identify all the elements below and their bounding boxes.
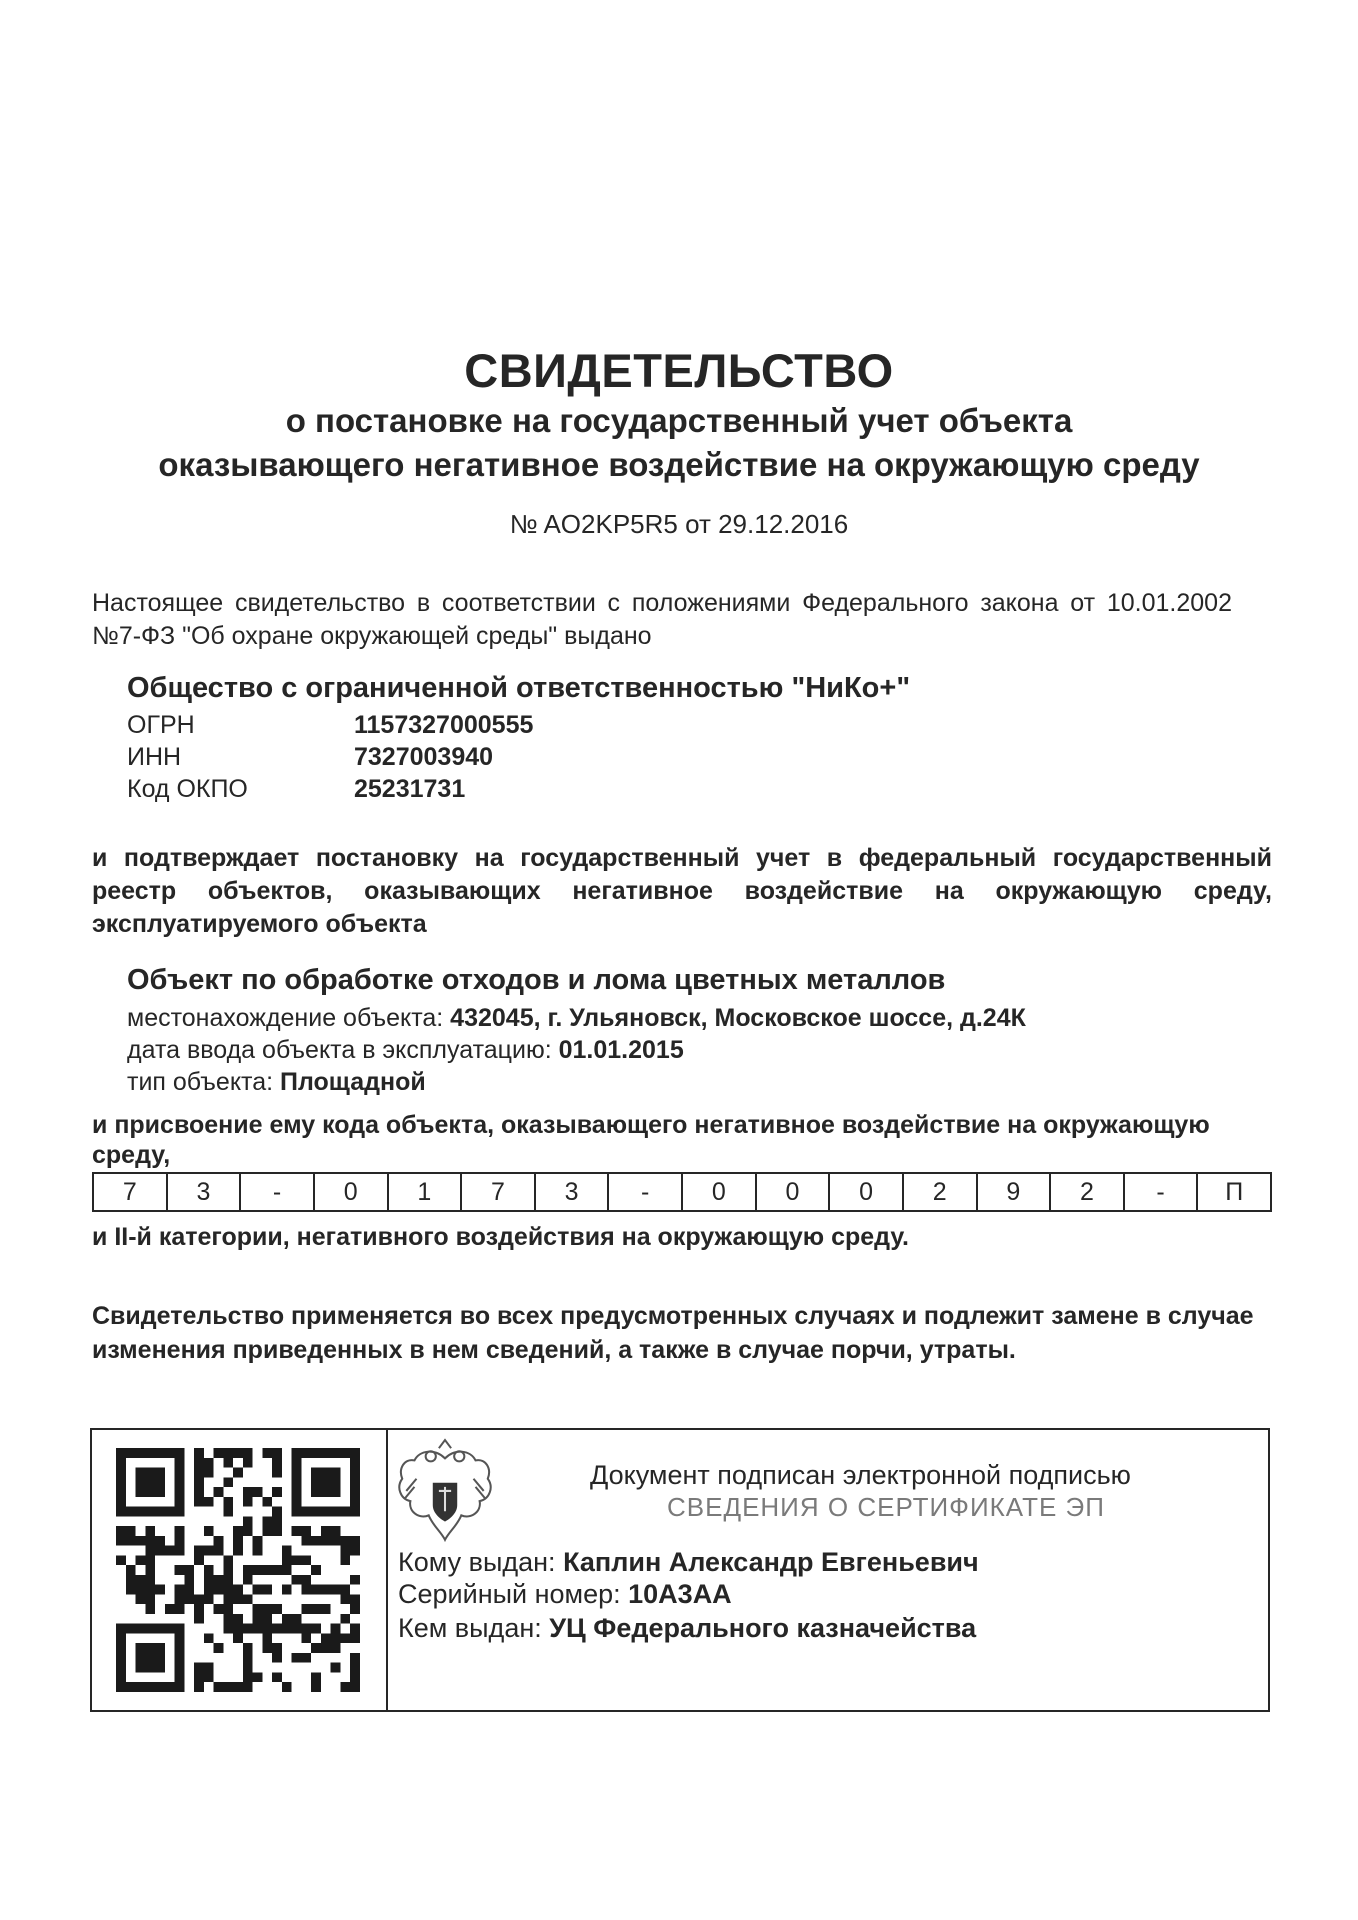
code-cell: 2 xyxy=(903,1173,977,1211)
emblem-icon xyxy=(394,1438,496,1550)
issued-to-line xyxy=(398,1547,979,1578)
code-cell: - xyxy=(240,1173,314,1211)
issued-to-value: Каплин Александр Евгеньевич xyxy=(563,1547,979,1577)
object-date-label: дата ввода объекта в эксплуатацию: xyxy=(127,1036,552,1064)
code-cell: П xyxy=(1197,1173,1271,1211)
okpo-label: Код ОКПО xyxy=(127,775,248,803)
object-type xyxy=(127,1068,426,1097)
confirmation-paragraph: и подтверждает постановку на государственный учет в федеральный государственный реестр объектов, оказывающих негативное воздействие на окружающую среду, эксплуатируемого объекта xyxy=(92,844,1272,938)
code-cell: 0 xyxy=(756,1173,830,1211)
code-cell: - xyxy=(608,1173,682,1211)
issued-to-label: Кому выдан: xyxy=(398,1547,556,1577)
code-cell: 7 xyxy=(461,1173,535,1211)
document-subtitle-line2: оказывающего негативное воздействие на окружающую среду xyxy=(158,446,1200,483)
object-location-value: 432045, г. Ульяновск, Московское шоссе, д.24К xyxy=(450,1004,1026,1032)
signature-divider xyxy=(386,1428,388,1712)
code-cell: 0 xyxy=(682,1173,756,1211)
validity-paragraph: Свидетельство применяется во всех предусмотренных случаях и подлежит замене в случае изменения приведенных в нем сведений, а также в случае порчи, утраты. xyxy=(92,1302,1254,1364)
object-location xyxy=(127,1004,1026,1033)
object-code-table xyxy=(92,1172,1272,1212)
code-cell: 3 xyxy=(535,1173,609,1211)
object-name: Объект по обработке отходов и лома цветных металлов xyxy=(127,964,946,996)
code-cell: 0 xyxy=(314,1173,388,1211)
ogrn-label: ОГРН xyxy=(127,711,195,739)
signature-title: Документ подписан электронной подписью xyxy=(590,1460,1131,1490)
object-location-label: местонахождение объекта: xyxy=(127,1004,444,1032)
inn-label: ИНН xyxy=(127,743,182,771)
ogrn-value: 1157327000555 xyxy=(354,711,534,739)
code-cell: 1 xyxy=(388,1173,462,1211)
code-cell: - xyxy=(1124,1173,1198,1211)
serial-number-label: Серийный номер: xyxy=(398,1579,621,1609)
issued-by-value: УЦ Федерального казначейства xyxy=(549,1613,977,1643)
category-line: и II-й категории, негативного воздействия на окружающую среду. xyxy=(92,1223,909,1251)
document-subtitle-line1: о постановке на государственный учет объекта xyxy=(285,402,1073,439)
issued-by-line xyxy=(398,1613,976,1644)
object-date xyxy=(127,1036,684,1065)
qr-code-icon xyxy=(116,1448,360,1692)
object-type-label: тип объекта: xyxy=(127,1068,274,1096)
issued-by-label: Кем выдан: xyxy=(398,1613,542,1643)
code-cell: 3 xyxy=(167,1173,241,1211)
certificate-number: № AO2KP5R5 от 29.12.2016 xyxy=(509,509,849,539)
okpo-value: 25231731 xyxy=(354,775,466,803)
object-type-value: Площадной xyxy=(280,1068,426,1096)
intro-paragraph: Настоящее свидетельство в соответствии с положениями Федерального закона от 10.01.2002 №7-ФЗ "Об охране окружающей среды" выдано xyxy=(92,589,1232,650)
assignment-paragraph: и присвоение ему кода объекта, оказывающего негативное воздействие на окружающую среду, xyxy=(92,1111,1210,1169)
document-title: СВИДЕТЕЛЬСТВО xyxy=(464,344,894,397)
organization-name: Общество с ограниченной ответственностью "НиКо+" xyxy=(127,672,911,704)
inn-value: 7327003940 xyxy=(354,743,494,771)
certificate-info-heading: СВЕДЕНИЯ О СЕРТИФИКАТЕ ЭП xyxy=(667,1492,1105,1522)
serial-number-line xyxy=(398,1579,732,1610)
serial-number-value: 10A3AA xyxy=(628,1579,732,1609)
code-cell: 0 xyxy=(829,1173,903,1211)
code-cell: 7 xyxy=(93,1173,167,1211)
object-date-value: 01.01.2015 xyxy=(558,1036,684,1064)
code-cell: 9 xyxy=(977,1173,1051,1211)
code-cell: 2 xyxy=(1050,1173,1124,1211)
